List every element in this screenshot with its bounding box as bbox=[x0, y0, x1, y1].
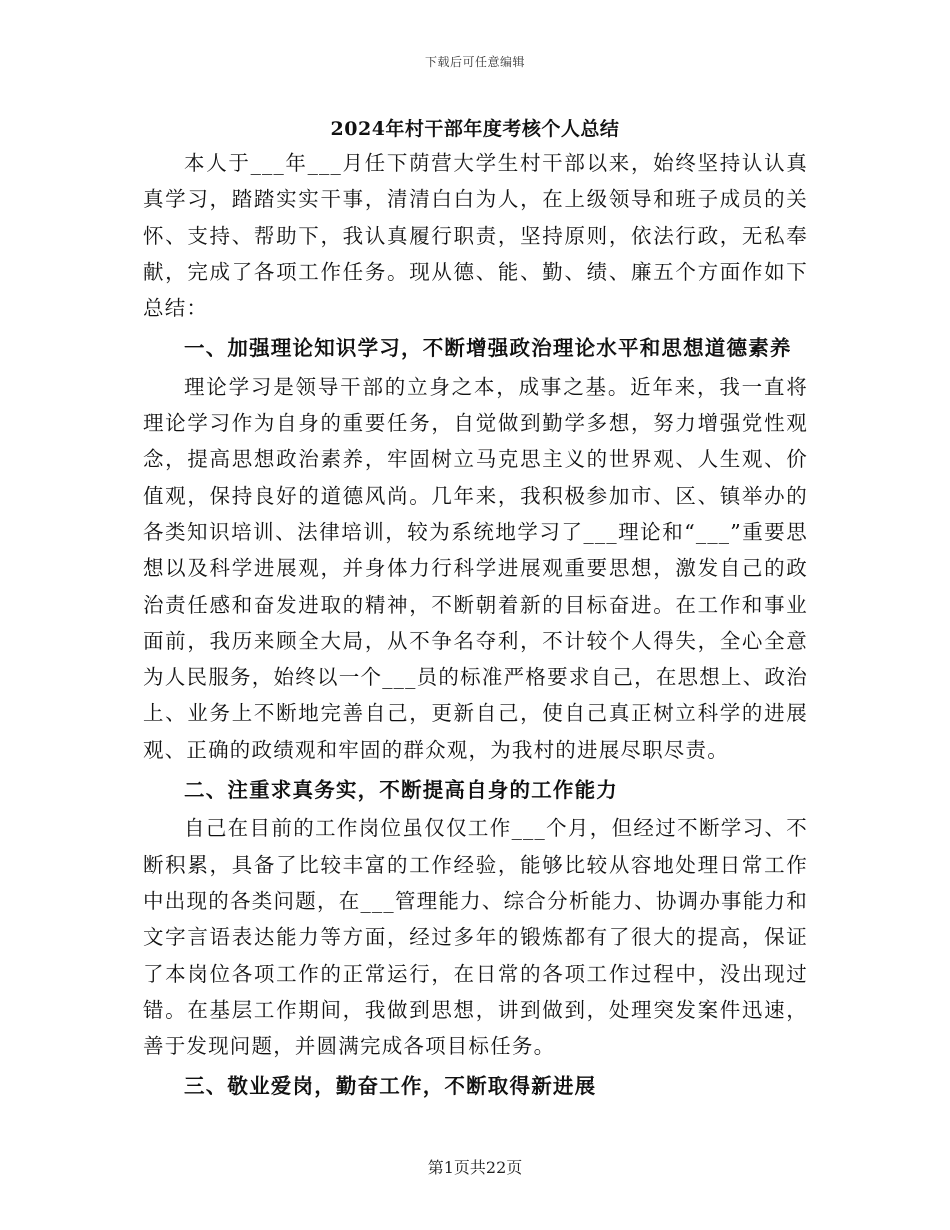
paragraph-intro: 本人于___年___月任下荫营大学生村干部以来，始终坚持认认真真学习，踏踏实实干事，清清白白为人，在上级领导和班子成员的关怀、支持、帮助下，我认真履行职责，坚持原则，依法行政，无私奉献，完成了各项工作任务。现从德、能、勤、绩、廉五个方面作如下总结： bbox=[143, 151, 808, 321]
paragraph-section-2: 自己在目前的工作岗位虽仅仅工作___个月，但经过不断学习、不断积累，具备了比较丰富的工作经验，能够比较从容地处理日常工作中出现的各类问题，在___管理能力、综合分析能力、协调办事能力和文字言语表达能力等方面，经过多年的锻炼都有了很大的提高，保证了本岗位各项工作的正常运行，在日常的各项工作过程中，没出现过错。在基层工作期间，我做到思想，讲到做到，处理突发案件迅速，善于发现问题，并圆满完成各项目标任务。 bbox=[143, 816, 808, 1059]
section-heading-3: 三、敬业爱岗，勤奋工作，不断取得新进展 bbox=[184, 1074, 597, 1099]
document-body bbox=[143, 145, 808, 1107]
document-title: 2024年村干部年度考核个人总结 bbox=[330, 118, 620, 140]
section-heading-2: 二、注重求真务实，不断提高自身的工作能力 bbox=[184, 778, 618, 803]
section-heading-1: 一、加强理论知识学习，不断增强政治理论水平和思想道德素养 bbox=[184, 336, 792, 361]
paragraph-section-1: 理论学习是领导干部的立身之本，成事之基。近年来，我一直将理论学习作为自身的重要任务，自觉做到勤学多想，努力增强党性观念，提高思想政治素养，牢固树立马克思主义的世界观、人生观、价值观，保持良好的道德风尚。几年来，我积极参加市、区、镇举办的各类知识培训、法律培训，较为系统地学习了___理论和“___”重要思想以及科学进展观，并身体力行科学进展观重要思想，激发自己的政治责任感和奋发进取的精神，不断朝着新的目标奋进。在工作和事业面前，我历来顾全大局，从不争名夺利，不计较个人得失，全心全意为人民服务，始终以一个___员的标准严格要求自己，在思想上、政治上、业务上不断地完善自己，更新自己，使自己真正树立科学的进展观、正确的政绩观和牢固的群众观，为我村的进展尽职尽责。 bbox=[143, 374, 808, 762]
header-note: 下载后可任意编辑 bbox=[424, 55, 525, 69]
page-number: 第1页共22页 bbox=[427, 1158, 523, 1177]
